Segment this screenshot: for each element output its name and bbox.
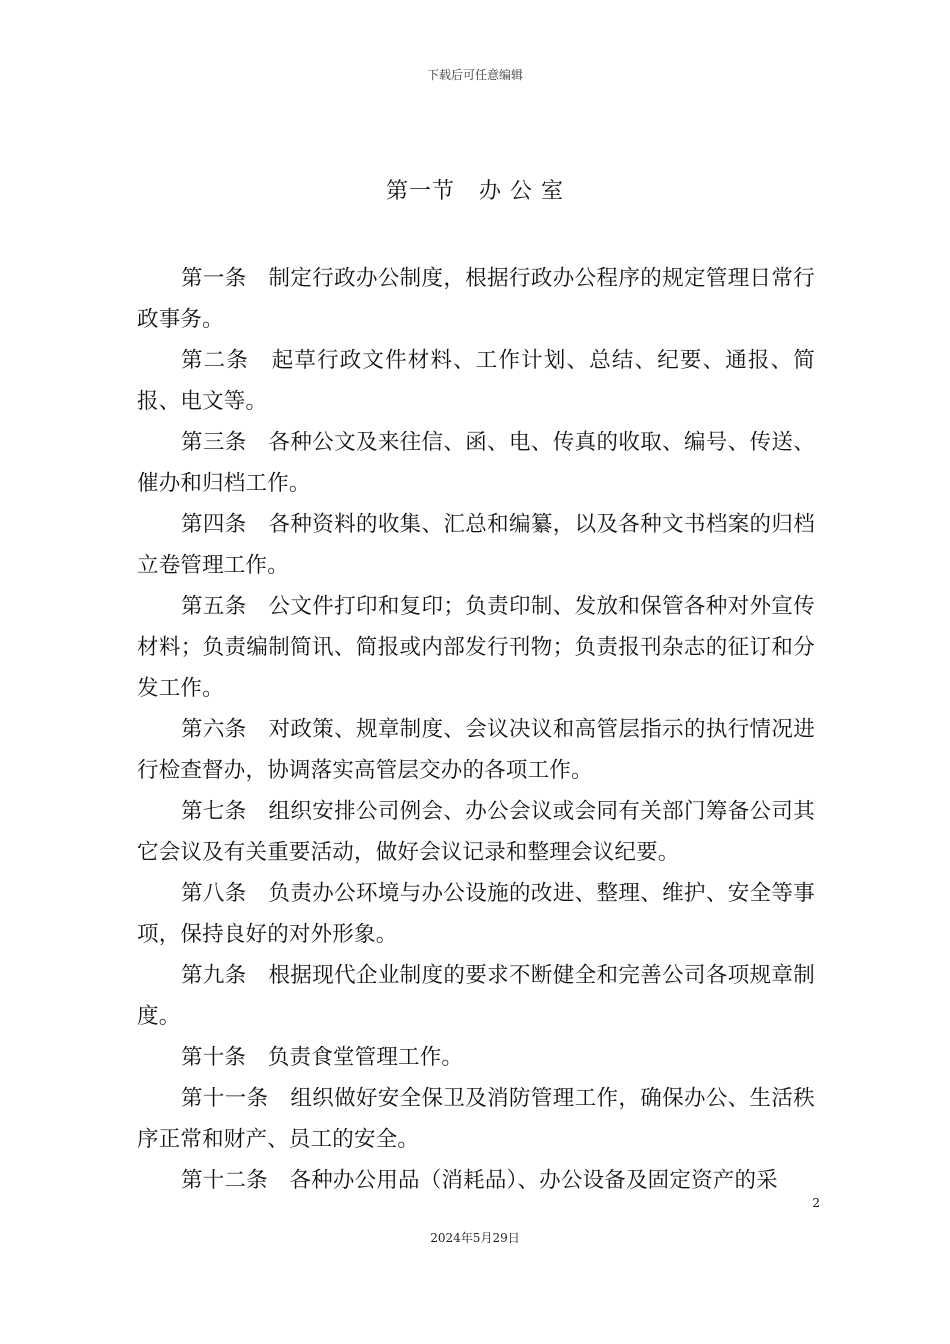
document-body <box>137 258 815 1201</box>
article-text: 各种资料的收集、汇总和编纂，以及各种文书档案的归档立卷管理工作。 <box>137 512 815 578</box>
article-paragraph <box>137 586 815 709</box>
article-paragraph <box>137 1037 815 1078</box>
article-text: 组织做好安全保卫及消防管理工作，确保办公、生活秩序正常和财产、员工的安全。 <box>137 1086 815 1152</box>
article-text: 对政策、规章制度、会议决议和高管层指示的执行情况进行检查督办，协调落实高管层交办的各项工作。 <box>137 717 815 783</box>
page-header: 下载后可任意编辑 <box>426 68 523 82</box>
article-text: 根据现代企业制度的要求不断健全和完善公司各项规章制度。 <box>137 963 815 1029</box>
article-number: 第四条 <box>181 512 247 537</box>
article-paragraph <box>137 791 815 873</box>
article-paragraph <box>137 1160 815 1201</box>
article-paragraph <box>137 422 815 504</box>
article-number: 第五条 <box>181 594 247 619</box>
article-text: 组织安排公司例会、办公会议或会同有关部门筹备公司其它会议及有关重要活动，做好会议记录和整理会议纪要。 <box>137 799 815 865</box>
article-number: 第三条 <box>181 430 247 455</box>
article-number: 第一条 <box>181 266 247 291</box>
article-text: 负责食堂管理工作。 <box>267 1045 464 1070</box>
article-paragraph <box>137 1078 815 1160</box>
article-text: 起草行政文件材料、工作计划、总结、纪要、通报、简报、电文等。 <box>137 348 815 414</box>
article-text: 各种公文及来往信、函、电、传真的收取、编号、传送、催办和归档工作。 <box>137 430 815 496</box>
article-number: 第二条 <box>181 348 250 373</box>
article-paragraph <box>137 873 815 955</box>
article-number: 第十一条 <box>181 1086 269 1111</box>
article-paragraph <box>137 504 815 586</box>
article-number: 第七条 <box>181 799 247 824</box>
article-number: 第十条 <box>181 1045 247 1070</box>
article-text: 负责办公环境与办公设施的改进、整理、维护、安全等事项，保持良好的对外形象。 <box>137 881 815 947</box>
article-text: 各种办公用品（消耗品）、办公设备及固定资产的采 <box>289 1168 778 1193</box>
page-number: 2 <box>812 1196 820 1210</box>
article-paragraph <box>137 340 815 422</box>
article-number: 第十二条 <box>181 1168 268 1193</box>
article-paragraph <box>137 709 815 791</box>
article-text: 制定行政办公制度，根据行政办公程序的规定管理日常行政事务。 <box>137 266 815 332</box>
article-paragraph <box>137 258 815 340</box>
article-number: 第六条 <box>181 717 247 742</box>
section-title: 第一节 办 公 室 <box>386 179 564 204</box>
article-text: 公文件打印和复印；负责印制、发放和保管各种对外宣传材料；负责编制简讯、简报或内部发行刊物；负责报刊杂志的征订和分发工作。 <box>137 594 815 701</box>
article-number: 第八条 <box>181 881 247 906</box>
page-footer-date: 2024年5月29日 <box>430 1231 520 1245</box>
article-paragraph <box>137 955 815 1037</box>
article-number: 第九条 <box>181 963 247 988</box>
